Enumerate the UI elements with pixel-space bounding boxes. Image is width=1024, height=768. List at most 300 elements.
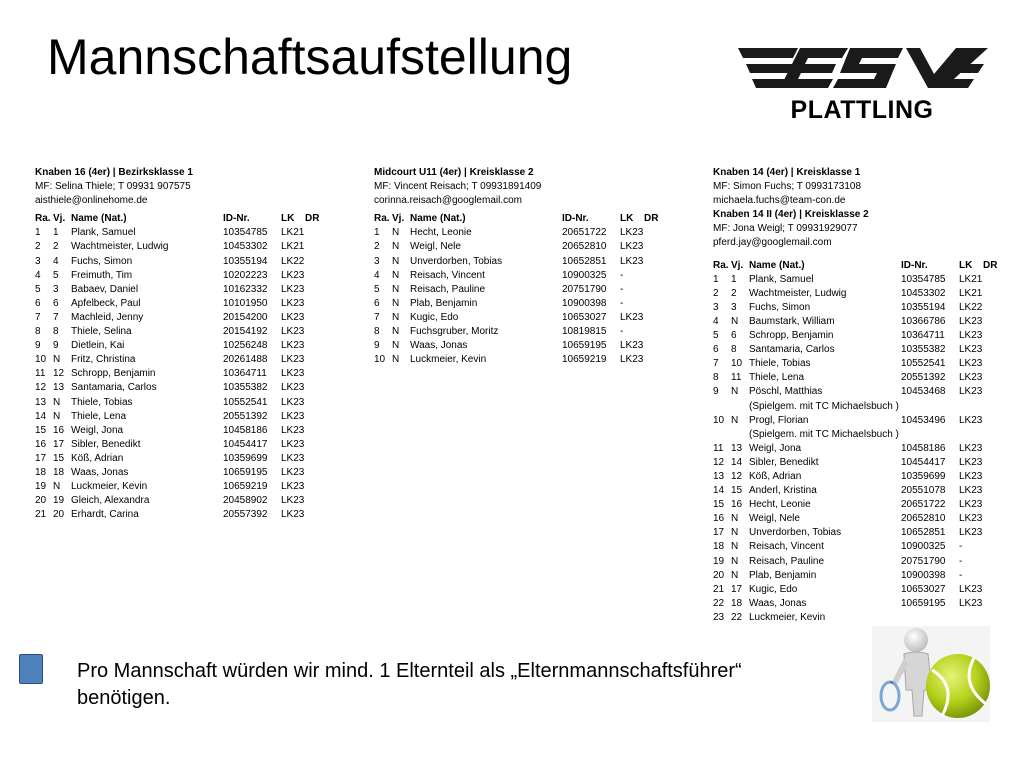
cell-lk: LK23 xyxy=(959,485,983,497)
cell-lk: LK23 xyxy=(281,438,305,450)
cell-ra: 8 xyxy=(713,372,719,384)
cell-ra: 16 xyxy=(35,438,47,450)
cell-ra: 12 xyxy=(35,382,47,394)
cell-ra: 21 xyxy=(35,509,47,521)
cell-ra: 19 xyxy=(35,481,47,493)
cell-dr xyxy=(305,339,319,353)
table-row xyxy=(374,269,658,283)
cell-name: Fuchs, Simon xyxy=(749,301,811,313)
col-name: Name (Nat.) xyxy=(410,213,466,225)
col-vj: Vj. xyxy=(392,213,405,225)
cell-name: Santamaria, Carlos xyxy=(749,344,835,356)
cell-dr xyxy=(644,339,658,353)
cell-ra: 9 xyxy=(35,340,41,352)
table-row xyxy=(713,301,997,315)
cell-lk: - xyxy=(959,541,963,553)
cell-id: 10652851 xyxy=(901,527,946,539)
cell-dr xyxy=(983,484,997,498)
cell-vj: N xyxy=(392,269,400,281)
team-panel-midcourt-u11 xyxy=(374,166,658,367)
cell-dr xyxy=(983,498,997,512)
cell-ra: 11 xyxy=(713,442,724,454)
cell-name: Babaev, Daniel xyxy=(71,283,139,295)
col-lk: LK xyxy=(620,213,634,225)
table-row xyxy=(35,240,319,254)
cell-dr xyxy=(983,414,997,428)
team-captain-contact: MF: Vincent Reisach; T 09931891409 xyxy=(374,181,542,193)
cell-vj: 14 xyxy=(731,456,743,468)
cell-name: Hecht, Leonie xyxy=(410,227,472,239)
cell-id: 10900398 xyxy=(562,297,607,309)
cell-name: Fritz, Christina xyxy=(71,354,136,366)
cell-lk: LK23 xyxy=(959,442,983,454)
table-row xyxy=(713,555,997,569)
cell-ra: 10 xyxy=(713,414,725,426)
table-row xyxy=(713,597,997,611)
col-id: ID-Nr. xyxy=(901,259,928,271)
cell-lk: LK23 xyxy=(959,470,983,482)
cell-vj: N xyxy=(731,315,739,327)
table-row xyxy=(35,311,319,325)
team-panel-knaben-16 xyxy=(35,166,319,522)
cell-id: 10552541 xyxy=(901,358,946,370)
cell-ra: 4 xyxy=(713,315,719,327)
table-row xyxy=(713,470,997,484)
cell-lk: LK23 xyxy=(281,452,305,464)
cell-dr xyxy=(305,325,319,339)
cell-id: 10659195 xyxy=(223,466,268,478)
cell-lk: - xyxy=(620,326,624,338)
cell-lk: LK23 xyxy=(281,297,305,309)
cell-name: Unverdorben, Tobias xyxy=(410,255,503,267)
cell-id: 10653027 xyxy=(901,583,946,595)
cell-id: 20458902 xyxy=(223,495,268,507)
cell-dr xyxy=(305,269,319,283)
cell-dr xyxy=(305,452,319,466)
cell-name: Köß, Adrian xyxy=(71,452,124,464)
team-email: aisthiele@onlinehome.de xyxy=(35,195,148,207)
cell-vj: 3 xyxy=(53,283,59,295)
cell-lk: LK21 xyxy=(959,287,983,299)
cell-vj: 8 xyxy=(731,344,737,356)
cell-id: 10366786 xyxy=(901,315,946,327)
cell-dr xyxy=(644,325,658,339)
col-id: ID-Nr. xyxy=(562,213,589,225)
cell-lk: LK23 xyxy=(281,368,305,380)
cell-dr xyxy=(983,329,997,343)
cell-name: Plank, Samuel xyxy=(71,227,136,239)
cell-id: 10652851 xyxy=(562,255,607,267)
cell-vj: 11 xyxy=(731,372,742,384)
table-header-row xyxy=(374,212,658,226)
col-lk: LK xyxy=(281,213,295,225)
team-header: Knaben 16 (4er) | Bezirksklasse 1 xyxy=(35,167,193,178)
cell-vj: N xyxy=(392,241,400,253)
cell-lk: LK21 xyxy=(281,241,305,253)
cell-vj: N xyxy=(731,569,739,581)
cell-id: 10355382 xyxy=(901,344,946,356)
logo-text: PLATTLING xyxy=(790,96,934,124)
table-row xyxy=(35,381,319,395)
tennis-player-figure-icon xyxy=(870,620,992,722)
table-row xyxy=(35,424,319,438)
cell-ra: 2 xyxy=(35,241,41,253)
cell-ra: 5 xyxy=(35,283,41,295)
team-header: Midcourt U11 (4er) | Kreisklasse 2 xyxy=(374,167,534,178)
cell-dr xyxy=(305,240,319,254)
cell-name: Erhardt, Carina xyxy=(71,509,139,521)
cell-name: Luckmeier, Kevin xyxy=(410,354,487,366)
cell-ra: 15 xyxy=(35,424,47,436)
cell-id: 10359699 xyxy=(223,452,268,464)
cell-id: 10202223 xyxy=(223,269,268,281)
cell-id: 20551078 xyxy=(901,485,946,497)
table-row xyxy=(713,484,997,498)
cell-id: 20154192 xyxy=(223,326,268,338)
roster-table xyxy=(713,259,997,625)
cell-ra: 8 xyxy=(35,326,41,338)
table-row xyxy=(35,452,319,466)
cell-lk: LK23 xyxy=(620,255,644,267)
cell-name: Schropp, Benjamin xyxy=(749,330,834,342)
cell-dr xyxy=(305,353,319,367)
cell-ra: 3 xyxy=(374,255,380,267)
cell-lk: - xyxy=(959,555,963,567)
table-row xyxy=(374,255,658,269)
table-row xyxy=(35,339,319,353)
cell-dr xyxy=(983,343,997,357)
cell-lk: LK23 xyxy=(281,269,305,281)
cell-ra: 17 xyxy=(35,452,47,464)
cell-dr xyxy=(983,371,997,385)
cell-dr xyxy=(305,396,319,410)
roster-table xyxy=(35,212,319,522)
cell-dr xyxy=(305,494,319,508)
cell-name: Apfelbeck, Paul xyxy=(71,297,141,309)
cell-ra: 7 xyxy=(35,311,41,323)
cell-id: 10659219 xyxy=(223,481,268,493)
cell-vj: 9 xyxy=(53,340,59,352)
cell-id: 10819815 xyxy=(562,326,607,338)
cell-dr xyxy=(983,357,997,371)
col-dr: DR xyxy=(305,213,320,225)
cell-id: 10458186 xyxy=(901,442,946,454)
cell-name: Weigl, Nele xyxy=(410,241,461,253)
cell-ra: 2 xyxy=(713,287,719,299)
cell-name: Gleich, Alexandra xyxy=(71,495,150,507)
cell-name: Reisach, Pauline xyxy=(749,555,825,567)
cell-ra: 5 xyxy=(374,283,380,295)
cell-vj: N xyxy=(731,541,739,553)
table-row xyxy=(713,498,997,512)
cell-id: 10454417 xyxy=(223,438,268,450)
cell-lk: LK23 xyxy=(281,424,305,436)
table-row xyxy=(35,297,319,311)
cell-id: 10364711 xyxy=(223,368,267,380)
cell-vj: 13 xyxy=(53,382,65,394)
cell-ra: 1 xyxy=(374,227,380,239)
cell-ra: 10 xyxy=(374,354,386,366)
cell-ra: 11 xyxy=(35,368,46,380)
cell-vj: N xyxy=(392,311,400,323)
footer-note xyxy=(77,658,877,712)
cell-dr xyxy=(983,597,997,611)
cell-vj: 22 xyxy=(731,611,743,623)
table-row xyxy=(713,526,997,540)
table-row xyxy=(35,226,319,240)
table-row xyxy=(374,297,658,311)
cell-id: 10364711 xyxy=(901,330,945,342)
table-row xyxy=(713,442,997,456)
table-row xyxy=(713,329,997,343)
cell-vj: 19 xyxy=(53,495,65,507)
table-row xyxy=(713,371,997,385)
team-panel-knaben-14 xyxy=(713,166,997,625)
cell-ra: 4 xyxy=(35,269,41,281)
cell-name: Thiele, Selina xyxy=(71,326,132,338)
col-ra: Ra. xyxy=(374,213,390,225)
cell-dr xyxy=(644,269,658,283)
cell-name: Dietlein, Kai xyxy=(71,340,125,352)
col-dr: DR xyxy=(983,259,998,271)
cell-ra: 23 xyxy=(713,611,725,623)
cell-dr xyxy=(305,410,319,424)
table-row xyxy=(35,438,319,452)
cell-dr xyxy=(644,255,658,269)
table-row xyxy=(713,414,997,428)
cell-dr xyxy=(305,438,319,452)
cell-lk: LK22 xyxy=(959,301,983,313)
cell-id: 20651722 xyxy=(901,499,946,511)
cell-ra: 13 xyxy=(35,396,47,408)
cell-vj: N xyxy=(731,414,739,426)
cell-ra: 12 xyxy=(713,456,725,468)
cell-ra: 1 xyxy=(713,273,719,285)
team-header-2: Knaben 14 II (4er) | Kreisklasse 2 xyxy=(713,209,869,221)
cell-vj: 17 xyxy=(53,438,65,450)
cell-vj: 2 xyxy=(731,287,737,299)
cell-vj: N xyxy=(392,326,400,338)
cell-lk: LK23 xyxy=(281,410,305,422)
cell-vj: 15 xyxy=(731,485,743,497)
cell-lk: LK23 xyxy=(959,315,983,327)
cell-ra: 14 xyxy=(35,410,47,422)
cell-id: 20651722 xyxy=(562,227,607,239)
cell-name: Fuchsgruber, Moritz xyxy=(410,326,499,338)
cell-dr xyxy=(305,424,319,438)
team-email: michaela.fuchs@team-con.de xyxy=(713,195,846,207)
cell-vj: N xyxy=(53,354,61,366)
cell-vj: N xyxy=(731,527,739,539)
cell-name: Unverdorben, Tobias xyxy=(749,527,842,539)
cell-id: 10552541 xyxy=(223,396,268,408)
team-email-2: pferd.jay@googlemail.com xyxy=(713,237,832,249)
cell-dr xyxy=(983,456,997,470)
table-row xyxy=(35,283,319,297)
cell-id: 10355382 xyxy=(223,382,268,394)
cell-vj: 3 xyxy=(731,301,737,313)
cell-id: 10659219 xyxy=(562,354,607,366)
cell-lk: LK23 xyxy=(281,466,305,478)
cell-dr xyxy=(644,353,658,367)
cell-lk: - xyxy=(620,269,624,281)
cell-name: Baumstark, William xyxy=(749,315,835,327)
cell-vj: 6 xyxy=(53,297,59,309)
bullet-square-icon xyxy=(19,654,43,684)
cell-dr xyxy=(983,512,997,526)
cell-ra: 13 xyxy=(713,470,725,482)
cell-lk: LK23 xyxy=(620,340,644,352)
table-row xyxy=(374,353,658,367)
cell-name: Reisach, Pauline xyxy=(410,283,486,295)
cell-name: Kugic, Edo xyxy=(749,583,798,595)
cell-vj: 16 xyxy=(53,424,65,436)
col-ra: Ra. xyxy=(35,213,51,225)
cell-id: 20551392 xyxy=(901,372,946,384)
cell-lk: LK23 xyxy=(281,396,305,408)
cell-id: 20652810 xyxy=(562,241,607,253)
cell-vj: N xyxy=(392,354,400,366)
cell-dr xyxy=(983,385,997,399)
table-row xyxy=(374,325,658,339)
cell-name: Waas, Jonas xyxy=(410,340,468,352)
col-vj: Vj. xyxy=(53,213,66,225)
cell-dr xyxy=(983,301,997,315)
cell-ra: 9 xyxy=(374,340,380,352)
cell-lk: LK21 xyxy=(959,273,983,285)
cell-lk: LK23 xyxy=(959,513,983,525)
table-row xyxy=(35,494,319,508)
cell-name: Plank, Samuel xyxy=(749,273,814,285)
table-row-note xyxy=(713,400,997,414)
cell-vj: N xyxy=(392,283,400,295)
cell-id: 20261488 xyxy=(223,354,268,366)
cell-dr xyxy=(983,583,997,597)
table-header-row xyxy=(713,259,997,273)
cell-lk: LK23 xyxy=(959,583,983,595)
cell-lk: LK23 xyxy=(281,283,305,295)
cell-lk: LK23 xyxy=(959,527,983,539)
cell-vj: 20 xyxy=(53,509,65,521)
cell-dr xyxy=(305,283,319,297)
cell-name: Wachtmeister, Ludwig xyxy=(749,287,847,299)
table-row xyxy=(713,569,997,583)
cell-vj: 17 xyxy=(731,583,743,595)
cell-id: 10653027 xyxy=(562,311,607,323)
cell-ra: 17 xyxy=(713,527,725,539)
cell-id: 10659195 xyxy=(562,340,607,352)
table-row xyxy=(713,540,997,554)
footer-line-2: benötigen. xyxy=(77,687,171,709)
cell-dr xyxy=(644,297,658,311)
roster-table xyxy=(374,212,658,367)
cell-vj: 12 xyxy=(53,368,65,380)
cell-vj: 15 xyxy=(53,452,65,464)
cell-ra: 3 xyxy=(35,255,41,267)
cell-name: Santamaria, Carlos xyxy=(71,382,157,394)
cell-name: Progl, Florian xyxy=(749,414,809,426)
cell-name: Pöschl, Matthias xyxy=(749,386,823,398)
cell-name: Luckmeier, Kevin xyxy=(749,611,826,623)
cell-dr xyxy=(983,287,997,301)
cell-name: Thiele, Tobias xyxy=(749,358,811,370)
cell-vj: N xyxy=(392,297,400,309)
table-row xyxy=(35,410,319,424)
cell-vj: 10 xyxy=(731,358,743,370)
team-email: corinna.reisach@googlemail.com xyxy=(374,195,522,207)
cell-ra: 19 xyxy=(713,555,725,567)
cell-dr xyxy=(983,442,997,456)
cell-lk: LK23 xyxy=(281,311,305,323)
cell-id: 10659195 xyxy=(901,597,946,609)
cell-id: 10354785 xyxy=(901,273,946,285)
cell-lk: LK23 xyxy=(959,456,983,468)
table-row xyxy=(713,315,997,329)
cell-lk: LK23 xyxy=(281,481,305,493)
cell-lk: LK23 xyxy=(620,241,644,253)
table-row xyxy=(713,512,997,526)
table-row xyxy=(35,480,319,494)
cell-ra: 5 xyxy=(713,330,719,342)
cell-dr xyxy=(644,283,658,297)
cell-lk: LK23 xyxy=(281,495,305,507)
team-captain-contact-2: MF: Jona Weigl; T 09931929077 xyxy=(713,223,858,235)
cell-dr xyxy=(644,226,658,240)
cell-ra: 18 xyxy=(713,541,725,553)
cell-lk: LK23 xyxy=(959,597,983,609)
cell-id: 10900325 xyxy=(562,269,607,281)
cell-name: Thiele, Tobias xyxy=(71,396,133,408)
table-row xyxy=(713,287,997,301)
cell-ra: 15 xyxy=(713,499,725,511)
cell-id: 10162332 xyxy=(223,283,268,295)
col-id: ID-Nr. xyxy=(223,213,250,225)
page-title: Mannschaftsaufstellung xyxy=(47,29,573,85)
table-row xyxy=(374,226,658,240)
cell-ra: 10 xyxy=(35,354,47,366)
cell-vj: 18 xyxy=(731,597,743,609)
table-row xyxy=(713,357,997,371)
cell-vj: 12 xyxy=(731,470,743,482)
cell-lk: LK23 xyxy=(281,340,305,352)
cell-dr xyxy=(983,569,997,583)
col-name: Name (Nat.) xyxy=(71,213,127,225)
cell-lk: LK23 xyxy=(281,354,305,366)
cell-ra: 6 xyxy=(713,344,719,356)
cell-name: Thiele, Lena xyxy=(71,410,127,422)
cell-lk: LK23 xyxy=(959,330,983,342)
col-vj: Vj. xyxy=(731,259,744,271)
cell-id: 10359699 xyxy=(901,470,946,482)
cell-vj: N xyxy=(731,386,739,398)
cell-dr xyxy=(305,311,319,325)
cell-name: Hecht, Leonie xyxy=(749,499,811,511)
cell-dr xyxy=(305,226,319,240)
table-row xyxy=(713,343,997,357)
cell-ra: 6 xyxy=(374,297,380,309)
cell-dr xyxy=(305,508,319,522)
cell-vj: 13 xyxy=(731,442,743,454)
cell-vj: 7 xyxy=(53,311,59,323)
cell-ra: 4 xyxy=(374,269,380,281)
cell-id: 20751790 xyxy=(901,555,946,567)
cell-lk: LK21 xyxy=(281,227,305,239)
col-lk: LK xyxy=(959,259,973,271)
cell-lk: LK23 xyxy=(281,509,305,521)
cell-vj: N xyxy=(53,481,61,493)
cell-vj: N xyxy=(731,555,739,567)
cell-ra: 16 xyxy=(713,513,725,525)
